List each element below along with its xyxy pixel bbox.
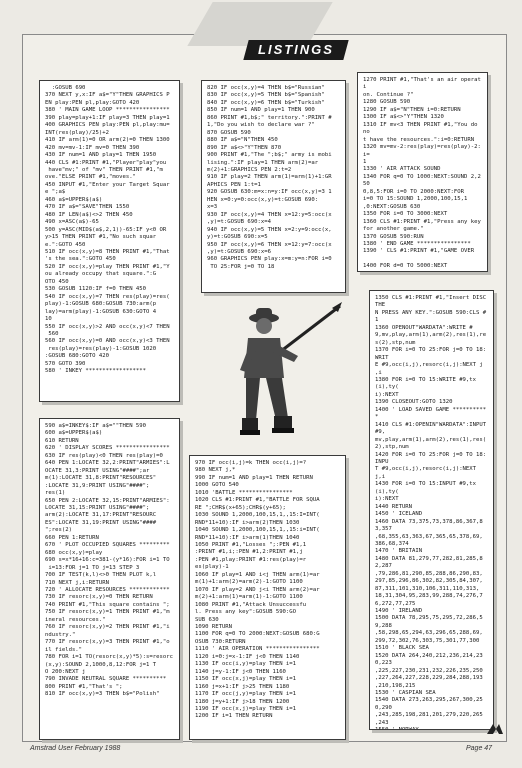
- amstrad-logo-icon: [486, 722, 504, 736]
- footer-page-number: Page 47: [466, 745, 493, 752]
- listing-code: 590 a$=INKEY$:IF a$=""THEN 590 600 a$=UPPER$(a$) 610 RETURN 620 ' DISPLAY SCORES **************** 630 IF res(play)<0 THEN res(play)=0 640 PEN 1:LOCATE 32,2:PRINT"ARMIES":L OCATE 31,3:PRINT USING"####";ar m(1):LOCATE 31,8:PRINT"RESOURCES" :LOCATE 31,9:PRINT USING"####"; res(1) 650 PEN 2:LOCATE 32,15:PRINT"ARMIES": LOCATE 31,15:PRINT USING"####"; arm(2):LOCATE 31,17:PRINT"RESOURC ES":LOCATE 31,19:PRINT USING"#### ";res(2) 660 PEN 1:RETURN 670 ' PLOT OCCUPIED SQUARES ********* 680 occ(x,y)=play 690 s=x*16+16:c=381-(y*16):FOR i=1 TO i=13:FOR j=1 TO j=13 STEP 3 700 IF TEST(k,l)<>0 THEN PLOT k,l 710 NEXT j,i:RETURN 720 ' ALLOCATE RESOURCES ************ 730 IF resorc(x,y)=0 THEN RETURN 740 PRINT #1,"This square contains "; 750 IF resorc(x,y)=1 THEN PRINT #1,"m ineral resources." 760 IF resorc(x,y)=2 THEN PRINT #1,"i ndustry." 770 IF resorc(x,y)=3 THEN PRINT #1,"o il fields." 780 FOR i=1 TO(resorc(x,y)*5):s=resorc (x,y):SOUND 2,1000,8,12:FOR j=1 T O 200:NEXT j 790 INVADE NEUTRAL SQUARE ********** 800 PRINT #1,"That's "; 810 IF occ(x,y)=3 THEN b$="Polish": [45, 423, 173, 698]
- listings-title: LISTINGS: [258, 42, 334, 57]
- listing-box: [357, 72, 488, 272]
- listing-code: 970 IF occ(i,j)=k THEN occ(i,j)=? 980 NEXT j,* 990 IF num=1 AND play=1 THEN RETURN 1000 GOTO 540 1010 'BATTLE **************** 1020 CLS #1:PRINT #1,"BATTLE FOR SQUA RE ";CHR$(x+65);CHR$(y+65); 1030 SOUND 1,2000,100,15,1,,15:I=INT( RND*11+10):IF i>arm(2)THEN 1030 1040 SOUND 1,2000,100,15,1,,15:i=INT( RND*11+10):IF i>arm(1)THEN 1040 1050 PRINT #1,"Losses ";:PEN #1,1 :PRINT #1,i;:PEN #1,2:PRINT #1,j :PEN #1,play:PRINT #1:res(play)=r es(play)-1 1060 IF play=1 AND i<j THEN arm(1)=ar m(1)+1:arm(2)=arm(2)-1:GOTO 1100 1070 IF play=2 AND j<i THEN arm(2)=ar m(2)+1:arm(1)=arm(1)-1:GOTO 1100 1080 PRINT #1,"Attack Unsuccessfu l. Press any key":GOSUB 590:GO SUB 630 1090 RETURN 1100 FOR q=0 TO 2000:NEXT:GOSUB 680:G OSUB 730:RETURN 1110 ' AIR OPERATION **************** 1120 i=0:j=x-1:IF j<0 THEN 1140 1130 IF occ(i,y)=play THEN i=1 1140 j=y-1:IF j<0 THEN 1160 1150 IF occ(x,j)=play THEN i=1 1160 j=x+1:IF j>25 THEN 1180 1170 IF occ(j,y)=play THEN i=1 1180 j=y+1:IF j>18 THEN 1200 1190 IF occ(x,j)=play THEN i=1 1200 IF i=1 THEN RETURN: [195, 460, 320, 720]
- footer-magazine: Amstrad User February 1988: [30, 745, 121, 752]
- listing-code: 1350 CLS #1:PRINT #1,"Insert DISC THE N PRESS ANY KEY.":GOSUB 590:CLS # 1 1360 OPENOUT"WARDATA":WRITE # 9,mv,play,arm(1),arm(2),res(1),re s(2),stp,num 1370 FOR i=0 TO 25:FOR j=0 TO 18:WRIT E #9,occ(i,j),resorc(i,j):NEXT j ,i 1380 FOR i=0 TO 15:WRITE #9,tx(i),ty( i):NEXT 1390 CLOSEOUT:GOTO 1320 1400 ' LOAD SAVED GAME *********** 1410 CLS #1:OPENIN"WARDATA":INPUT #9, mv,play,arm(1),arm(2),res(1),res( 2),stp,num 1420 FOR i=0 TO 25:FOR j=0 TO 18:INPU T #9,occ(i,j),resorc(i,j):NEXT j,i 1430 FOR i=0 TO 15:INPUT #9,tx(i),ty( i):NEXT 1440 RETURN 1450 ' ICELAND 1460 DATA 73,375,73,378,86,367,83,357 ,68,355,63,363,67,365,65,378,69, 386,68,374 1470 ' BRITAIN 1480 DATA 81,279,77,282,81,285,82,287 ,79,286,81,290,85,288,86,290,83, 297,85,296,86,302,82,305,84,307, 87,311,101,310,106,311,110,313, 18,31,304,95,283,99,288,74,276,7 6,272,77,275 1490 ' IRELAND 1500 DATA 78,295,75,295,72,286,59,288 ,58,298,65,294,63,296,65,288,69, 299,72,302,76,303,75,301,77,300 1510 ' BLACK SEA 1520 DATA 264,240,212,236,214,230,223 ,225,227,230,231,232,226,235,250 ,227,264,227,228,229,284,288,193 ,210,198,215 1530 ' CASPIAN SEA 1540 DATA 273,263,295,267,300,250,290 ,243,285,198,281,201,279,220,265 ,243: [375, 295, 487, 726]
- soldier-illustration: [214, 300, 344, 445]
- listing-code: 820 IF occ(x,y)=4 THEN b$="Russian" 830 IF occ(x,y)=5 THEN b$="Spanish" 840 IF occ(x,y)=6 THEN b$="Turkish" 850 IF num=1 AND play=1 THEN 900 860 PRINT #1,b$;" territory.":PRINT # 1,"Do you wish to declare war ?" 870 GOSUB 590 880 IF a$="N"THEN 450 890 IF a$<>"Y"THEN 870 900 PRINT #1,"The ";b$;" army is mobi lising.":IF play=1 THEN arm(2)=ar m(2)+1:GRAPHICS PEN 2:t=2 910 IF play=2 THEN arm(1)=arm(1)+1:GR APHICS PEN 1:t=1 920 GOSUB 630:m=x:n=y:IF occ(x,y)=3 1 HEN x=0:y=0:occ(x,y)=t:GOSUB 690: x=3 930 IF occ(x,y)=4 THEN x=12:y=5:occ(x ,y)=t:GOSUB 690:x=4 940 IF occ(x,y)=5 THEN x=2:y=9:occ(x, y)=t:GOSUB 690:x=5 950 IF occ(x,y)=6 THEN x=12:y=7:occ(x ,y)=t:GOSUB 690:x=6 960 GRAPHICS PEN play:x=m:y=n:FOR i=0 TO 25:FOR j=0 TO 18: [207, 85, 332, 270]
- listing-box: [369, 290, 494, 730]
- listing-code: :GOSUB 690 370 NEXT y,x:IF a$="Y"THEN GRAPHICS P EN play:PEN pl,play:GOTO 420 380 ' MAIN GAME LOOP **************** 390 play=play+1:IF play=3 THEN play=1 400 GRAPHICS PEN play:PEN pl,play:mu= INT(res(play)/25)+2 410 IF arm(1)=0 OR arm(2)=0 THEN 1300 420 mv=mv-1:IF mv=0 THEN 390 430 IF num=1 AND play=1 THEN 1950 440 CLS #1:PRINT #1,"Player"play"you have"mv;" of "mv" THEN PRINT #1,"m ove."ELSE PRINT #1,"moves." 450 INPUT #1,"Enter your Target Squar e ";a$ 460 a$=UPPER$(a$) 470 IF a$="SAVE"THEN 1550 480 IF LEN(a$)<>2 THEN 450 490 x=ASC(a$)-65 500 y=ASC(MID$(a$,2,1))-65:IF y<0 OR y>15 THEN PRINT #1,"No such squar e.":GOTO 450 510 IF occ(x,y)=8 THEN PRINT #1,"That 's the sea.":GOTO 450 520 IF occ(x,y)=play THEN PRINT #1,"Y ou already occupy that square.":G OTO 450 530 GOSUB 1120:IF f=0 THEN 450 540 IF occ(x,y)=7 THEN res(play)=res( play)-1:GOSUB 680:GOSUB 730:arm(p lay)=arm(play)-1:GOSUB 630:GOTO 4 10 550 IF occ(x,y)>2 AND occ(x,y)<7 THEN 560 560 IF occ(x,y)=0 AND occ(x,y)<3 THEN res(play)=res(play)-1:GOSUB 1020 :GOSUB 680:GOTO 420 570 GOTO 390 580 ' INKEY ******************: [45, 85, 170, 375]
- listing-box: [189, 455, 346, 740]
- listing-box: [201, 80, 346, 293]
- listing-box: [39, 80, 180, 402]
- listing-box: [39, 418, 180, 740]
- listing-code: 1270 PRINT #1,"That's an air operati on. Continue ?" 1280 GOSUB 590 1290 IF a$="N"THEN i=0:RETURN 1300 IF a$<>"Y"THEN 1320 1310 IF mv<3 THEN PRINT #1,"You do no t have the resources.":i=0:RETURN 1320 mv=mv-2:res(play)=res(play)-2:i= 1 1330 ' AIR ATTACK SOUND 1340 FOR q=0 TO 1000:NEXT:SOUND 2,250 0,8,5:FOR i=0 TO 2000:NEXT:FOR i=0 TO 15:SOUND 1,2000,100,15,1 ,0:NEXT:GOSUB 630 1350 FOR i=0 TO 3000:NEXT 1360 CLS #1:PRINT #1,"Press any key for another game." 1370 GOSUB 590:RUN 1380 ' END GAME **************** 1390 ' CLS #1:PRINT #1,"GAME OVER 1400 FOR d=0 TO 5000:NEXT: [363, 77, 481, 270]
- listings-banner: [243, 40, 348, 60]
